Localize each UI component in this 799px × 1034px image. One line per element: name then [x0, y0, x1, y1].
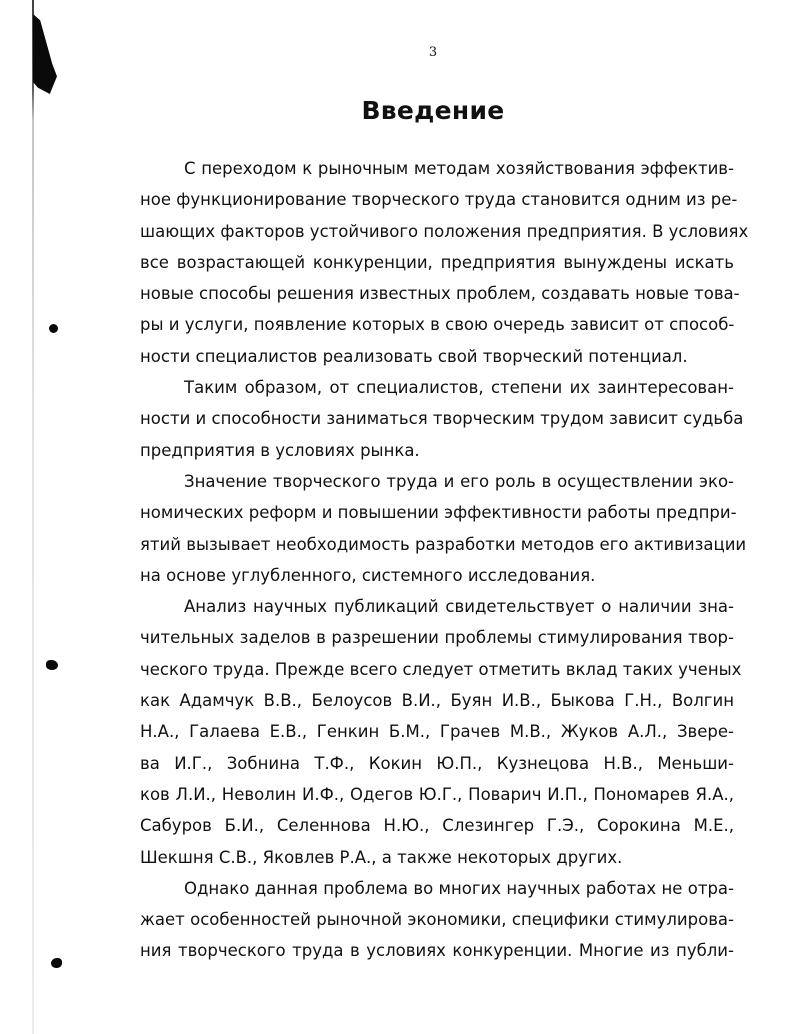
- text-line: номических реформ и повышении эффективности работы предпри-: [140, 503, 737, 523]
- text-line: Сабуров Б.И., Селеннова Н.Ю., Слезингер Г.Э., Сорокина М.Е.,: [140, 816, 734, 836]
- text-line: Однако данная проблема во многих научных работах не отра-: [184, 878, 734, 898]
- text-line: чительных заделов в разрешении проблемы стимулирования твор-: [140, 628, 734, 648]
- text-line: Анализ научных публикаций свидетельствует о наличии зна-: [184, 597, 734, 617]
- paragraph: [140, 153, 749, 372]
- text-line: С переходом к рыночным методам хозяйствования эффектив-: [184, 159, 734, 178]
- page-number: 3: [428, 45, 438, 60]
- text-line: все возрастающей конкуренции, предприятия вынуждены искать: [140, 252, 734, 272]
- text-line: ков Л.И., Неволин И.Ф., Одегов Ю.Г., Поварич И.П., Пономарев Я.А.,: [140, 784, 734, 804]
- text-line: Таким образом, от специалистов, степени их заинтересован-: [184, 378, 734, 398]
- text-line: новые способы решения известных проблем, создавать новые това-: [140, 284, 740, 304]
- binding-hole-mark: [49, 324, 58, 333]
- scan-edge-line: [32, 0, 34, 1034]
- paragraph: [140, 466, 747, 591]
- text-line: ное функционирование творческого труда становится одним из ре-: [140, 190, 738, 210]
- text-line: Шекшня С.В., Яковлев Р.А., а также некоторых других.: [140, 847, 623, 867]
- page-title: Введение: [361, 96, 505, 125]
- binding-hole-mark: [46, 660, 58, 670]
- text-line: как Адамчук В.В., Белоусов В.И., Буян И.В., Быкова Г.Н., Волгин: [140, 691, 734, 711]
- paragraph: [140, 873, 734, 967]
- text-line: жает особенностей рыночной экономики, специфики стимулирова-: [140, 910, 734, 930]
- body-text: [140, 153, 749, 967]
- text-line: на основе углубленного, системного исследования.: [140, 565, 596, 585]
- paragraph: [140, 372, 744, 466]
- text-line: ческого труда. Прежде всего следует отметить вклад таких ученых: [140, 659, 742, 679]
- text-line: предприятия в условиях рынка.: [140, 440, 420, 460]
- text-line: ности специалистов реализовать свой творческий потенциал.: [140, 346, 688, 366]
- text-line: шающих факторов устойчивого положения предприятия. В условиях: [140, 221, 749, 241]
- binding-hole-mark: [51, 958, 62, 968]
- text-line: ния творческого труда в условиях конкуренции. Многие из публи-: [140, 941, 734, 961]
- text-line: ры и услуги, появление которых в свою очередь зависит от способ-: [140, 315, 735, 335]
- text-line: Н.А., Галаева Е.В., Генкин Б.М., Грачев М.В., Жуков А.Л., Звере-: [140, 722, 734, 742]
- text-line: Значение творческого труда и его роль в осуществлении эко-: [184, 471, 734, 491]
- text-line: ности и способности заниматься творческим трудом зависит судьба: [140, 409, 744, 429]
- paragraph: [140, 591, 742, 873]
- text-line: ятий вызывает необходимость разработки методов его активизации: [140, 534, 747, 554]
- text-line: ва И.Г., Зобнина Т.Ф., Кокин Ю.П., Кузнецова Н.В., Меньши-: [140, 753, 734, 773]
